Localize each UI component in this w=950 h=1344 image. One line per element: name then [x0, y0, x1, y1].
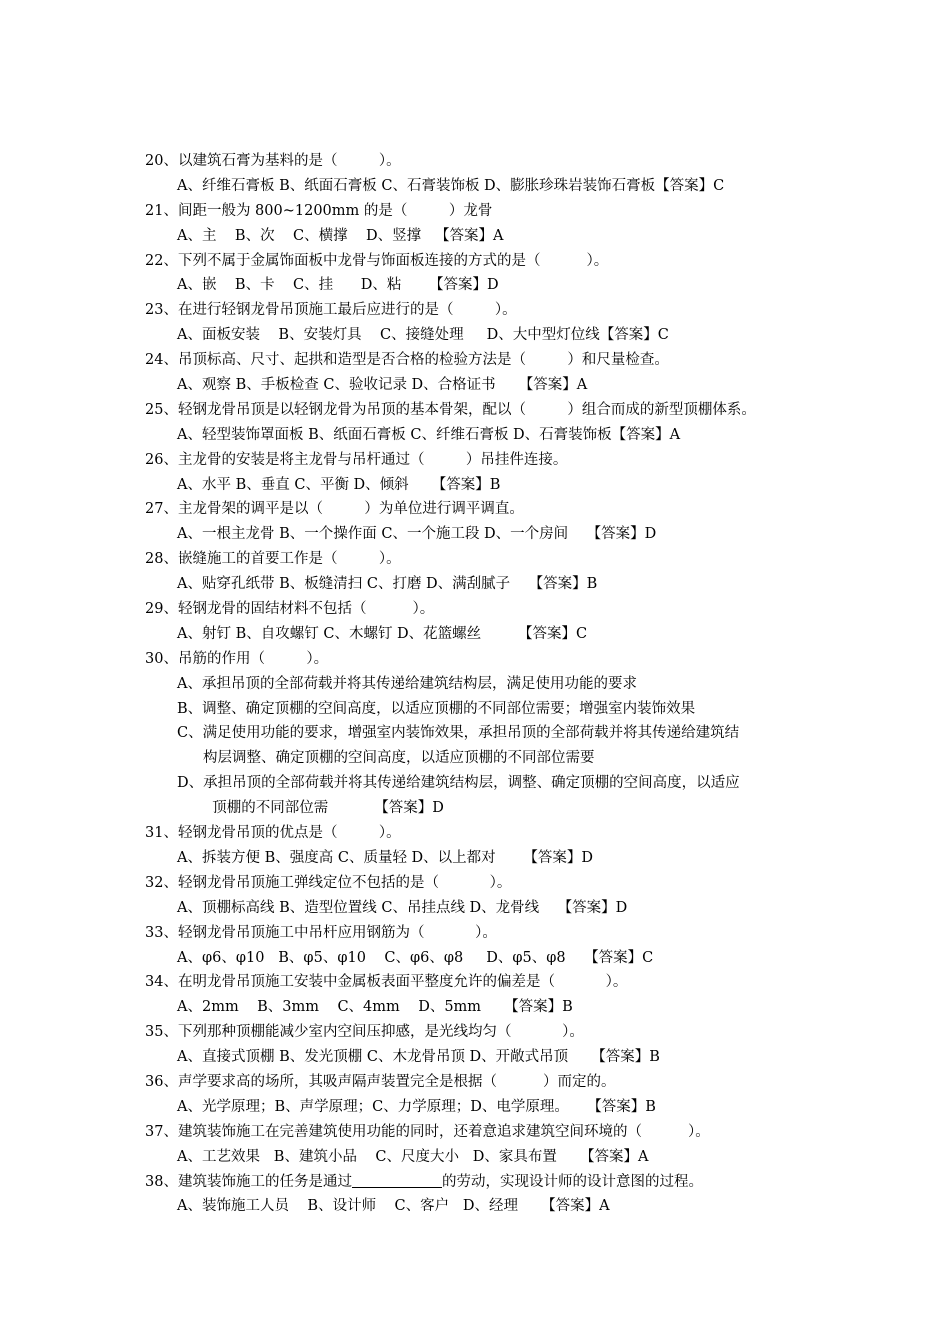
question-line: 37、建筑装饰施工在完善建筑使用功能的同时，还着意追求建筑空间环境的（ ）。: [145, 1123, 710, 1140]
question-line: 31、轻钢龙骨吊顶的优点是（ ）。: [145, 825, 401, 842]
options-line: A、顶棚标高线 B、造型位置线 C、吊挂点线 D、龙骨线 【答案】D: [177, 899, 628, 916]
options-line: A、贴穿孔纸带 B、板缝清扫 C、打磨 D、满刮腻子 【答案】B: [177, 576, 598, 593]
options-line: D、承担吊顶的全部荷载并将其传递给建筑结构层，调整、确定顶棚的空间高度，以适应: [177, 775, 740, 792]
options-line: A、轻型装饰罩面板 B、纸面石膏板 C、纤维石膏板 D、石膏装饰板【答案】A: [177, 426, 681, 443]
question-text: 的劳动，实现设计师的设计意图的过程。: [441, 1173, 703, 1190]
question-line: 23、在进行轻钢龙骨吊顶施工最后应进行的是（ ）。: [145, 302, 517, 319]
options-line: A、2mm B、3mm C、4mm D、5mm 【答案】B: [177, 999, 573, 1016]
options-line: A、承担吊顶的全部荷载并将其传递给建筑结构层，满足使用功能的要求: [177, 675, 637, 692]
options-line: A、装饰施工人员 B、设计师 C、客户 D、经理 【答案】A: [177, 1198, 610, 1215]
question-line: 30、吊筋的作用（ ）。: [145, 650, 329, 667]
question-line: 33、轻钢龙骨吊顶施工中吊杆应用钢筋为（ ）。: [145, 924, 497, 941]
options-line: A、纤维石膏板 B、纸面石膏板 C、石膏装饰板 D、膨胀珍珠岩装饰石膏板【答案】C: [177, 177, 725, 194]
options-line: C、满足使用功能的要求，增强室内装饰效果，承担吊顶的全部荷载并将其传递给建筑结: [177, 725, 740, 742]
options-line: A、观察 B、手板检查 C、验收记录 D、合格证书 【答案】A: [177, 377, 588, 394]
options-line: A、拆装方便 B、强度高 C、质量轻 D、以上都对 【答案】D: [177, 849, 593, 866]
options-line: A、面板安装 B、安装灯具 C、接缝处理 D、大中型灯位线【答案】C: [177, 327, 669, 344]
question-line: 24、吊顶标高、尺寸、起拱和造型是否合格的检验方法是（ ）和尺量检查。: [145, 352, 669, 369]
question-line: 27、主龙骨架的调平是以（ ）为单位进行调平调直。: [145, 501, 524, 518]
options-line: A、嵌 B、卡 C、挂 D、粘 【答案】D: [177, 277, 499, 294]
question-line: [145, 1170, 865, 1195]
question-line: 29、轻钢龙骨的固结材料不包括（ ）。: [145, 601, 435, 618]
options-line: A、直接式顶棚 B、发光顶棚 C、木龙骨吊顶 D、开敞式吊顶 【答案】B: [177, 1049, 660, 1066]
question-line: 26、主龙骨的安装是将主龙骨与吊杆通过（ ）吊挂件连接。: [145, 451, 568, 468]
options-line: A、一根主龙骨 B、一个操作面 C、一个施工段 D、一个房间 【答案】D: [177, 526, 657, 543]
question-line: 22、下列不属于金属饰面板中龙骨与饰面板连接的方式的是（ ）。: [145, 252, 609, 269]
fill-blank: [352, 1171, 442, 1188]
options-line: B、调整、确定顶棚的空间高度，以适应顶棚的不同部位需要；增强室内装饰效果: [177, 700, 696, 717]
question-list: [145, 149, 865, 1219]
question-line: 20、以建筑石膏为基料的是（ ）。: [145, 153, 401, 169]
options-line: A、工艺效果 B、建筑小品 C、尺度大小 D、家具布置 【答案】A: [177, 1148, 649, 1165]
question-line: 36、声学要求高的场所，其吸声隔声装置完全是根据（ ）而定的。: [145, 1073, 616, 1090]
question-line: 35、下列那种顶棚能减少室内空间压抑感，是光线均匀（ ）。: [145, 1024, 584, 1041]
options-line: A、水平 B、垂直 C、平衡 D、倾斜 【答案】B: [177, 476, 501, 493]
options-continuation: 构层调整、确定顶棚的空间高度，以适应顶棚的不同部位需要: [203, 750, 595, 767]
options-line: A、主 B、次 C、横撑 D、竖撑 【答案】A: [177, 227, 504, 244]
question-text: 38、建筑装饰施工的任务是通过: [145, 1173, 352, 1190]
question-line: 34、在明龙骨吊顶施工安装中金属板表面平整度允许的偏差是（ ）。: [145, 974, 628, 991]
question-line: 28、嵌缝施工的首要工作是（ ）。: [145, 551, 401, 568]
options-line: A、射钉 B、自攻螺钉 C、木螺钉 D、花篮螺丝 【答案】C: [177, 625, 588, 642]
options-line: A、φ6、φ10 B、φ5、φ10 C、φ6、φ8 D、φ5、φ8 【答案】C: [177, 949, 654, 966]
question-line: 25、轻钢龙骨吊顶是以轻钢龙骨为吊顶的基本骨架，配以（ ）组合而成的新型顶棚体系。: [145, 401, 756, 418]
options-continuation: 顶棚的不同部位需 【答案】D: [203, 800, 444, 817]
question-line: 21、间距一般为 800~1200mm 的是（ ）龙骨: [145, 202, 493, 219]
options-line: A、光学原理；B、声学原理；C、力学原理；D、电学原理。 【答案】B: [177, 1098, 656, 1115]
question-line: 32、轻钢龙骨吊顶施工弹线定位不包括的是（ ）。: [145, 874, 512, 891]
